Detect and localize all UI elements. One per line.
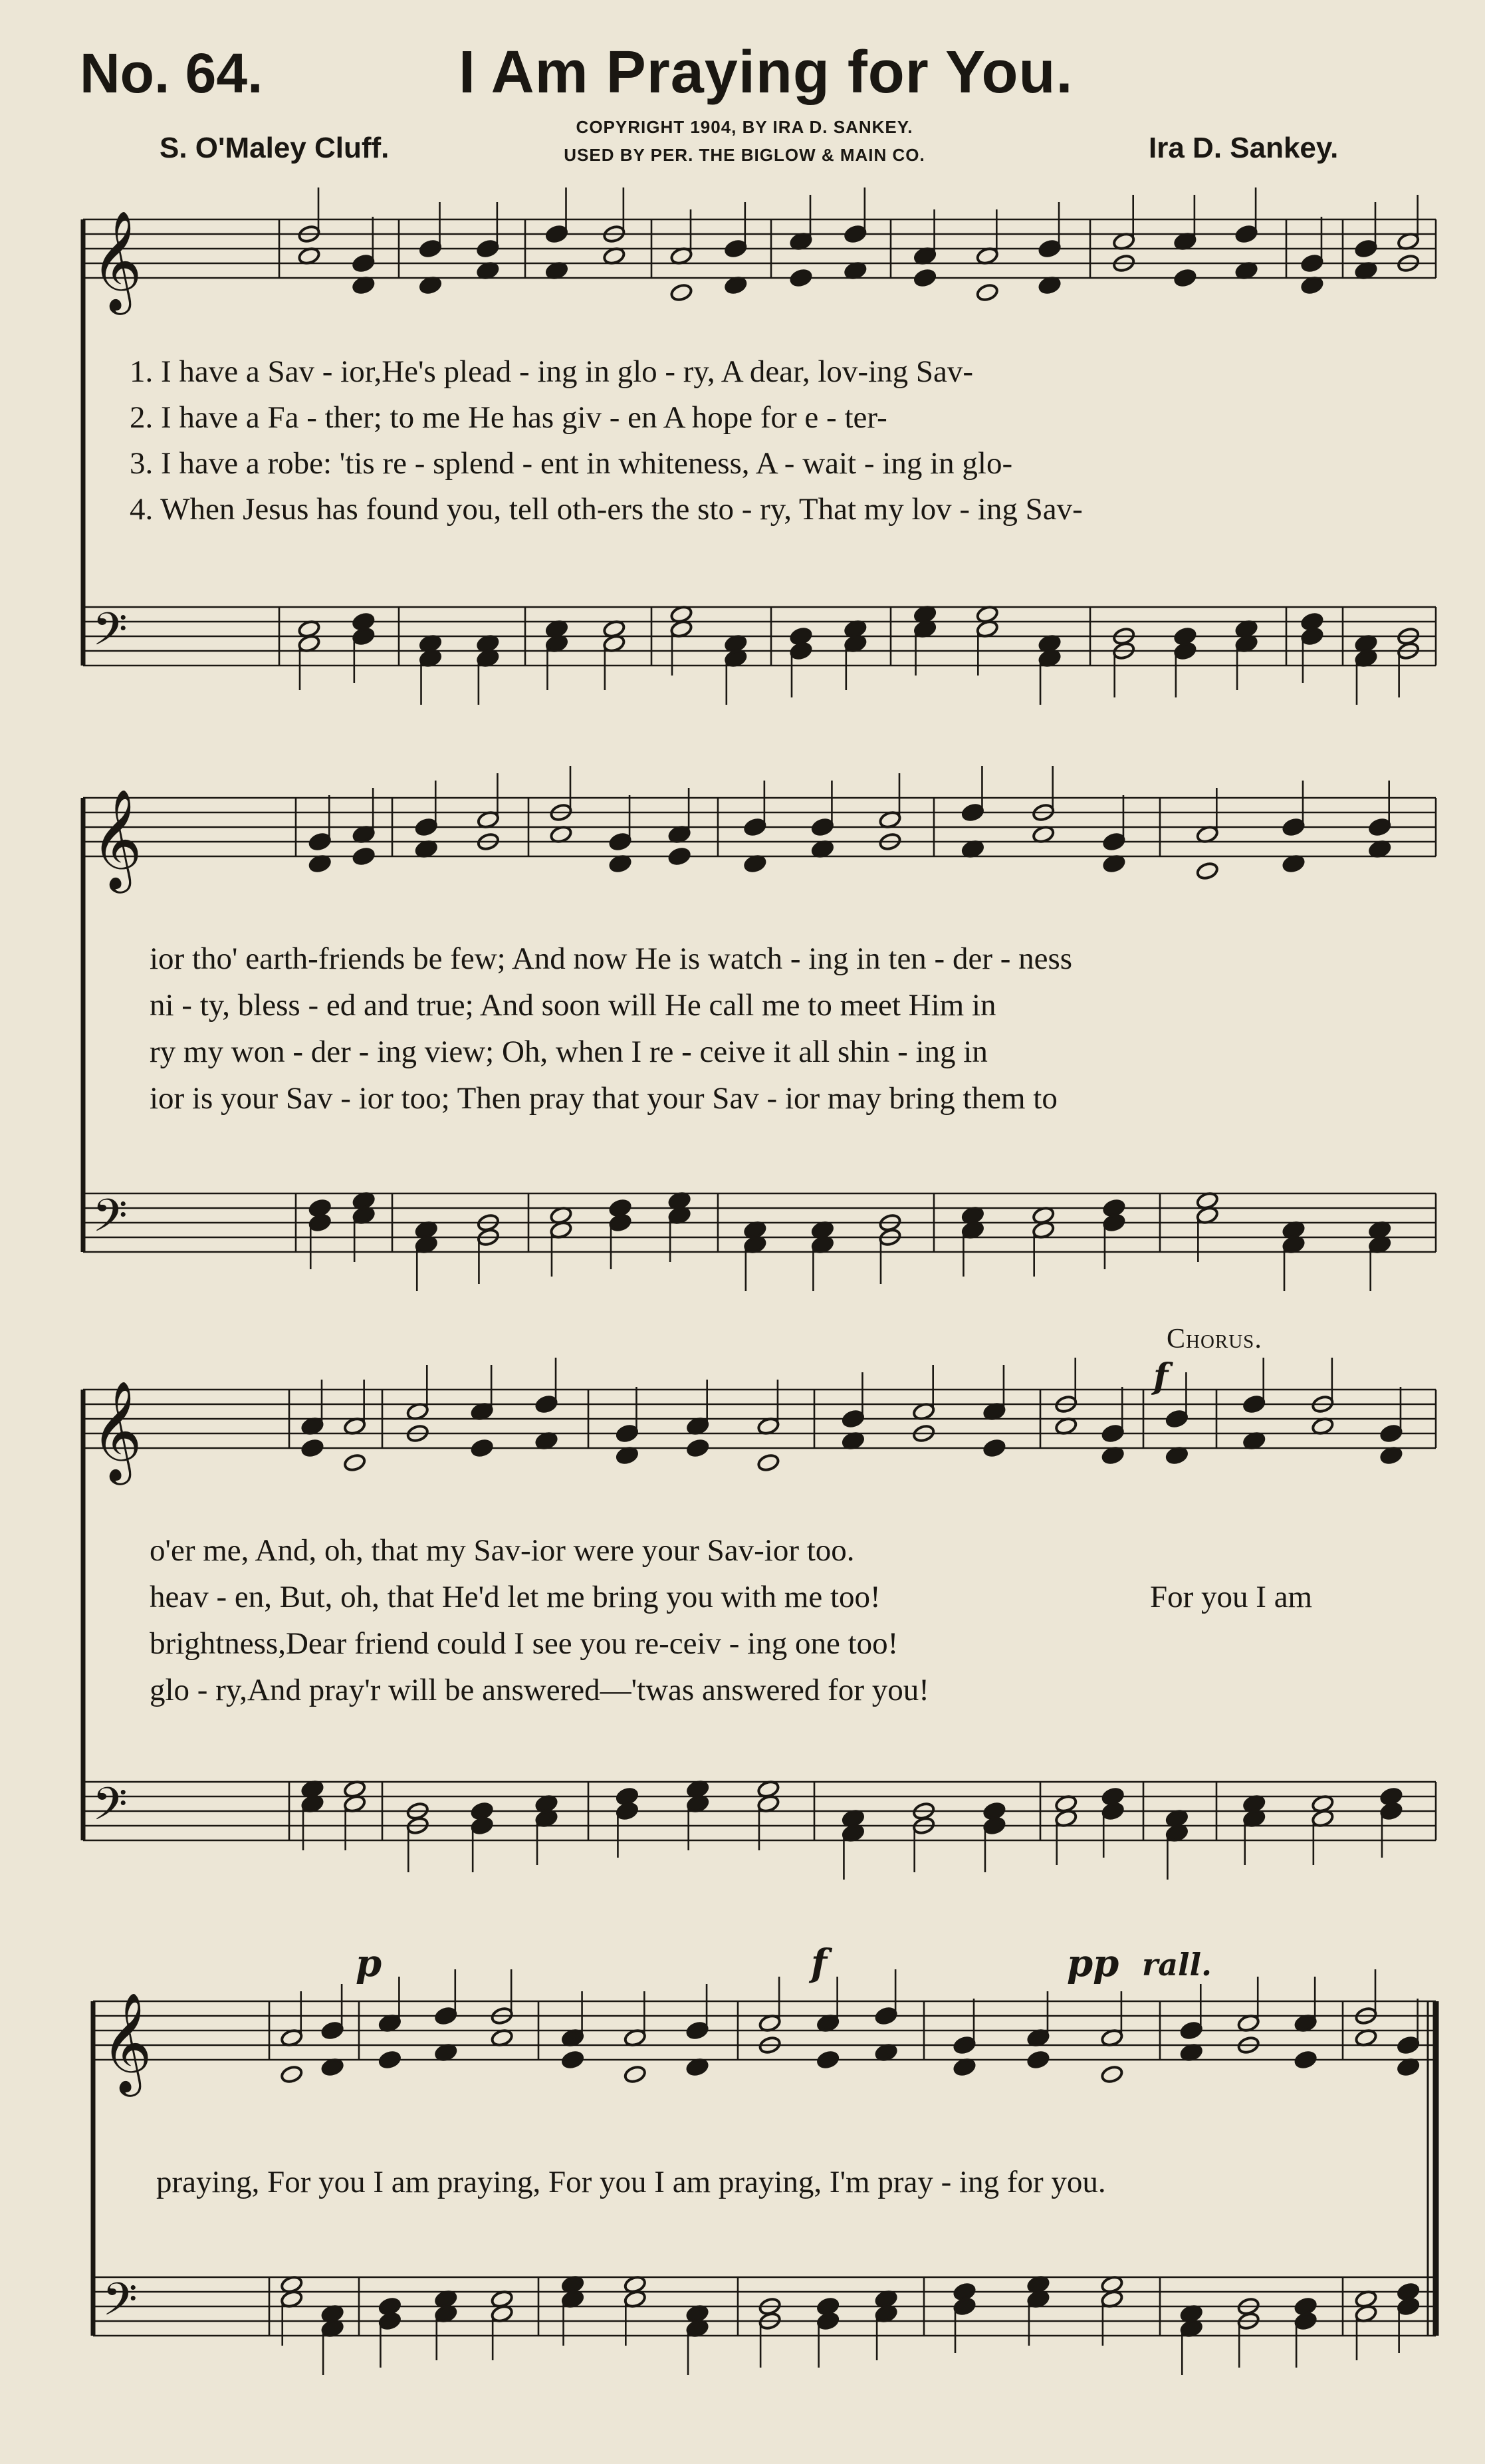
rallentando-mark: rall. [1142,1947,1212,1983]
note-head [561,2050,584,2069]
note-head [1294,2311,1317,2330]
lyric-line-2-1: ior tho' earth-friends be few; And now He is watch - ing in ten - der - ness [150,941,1073,976]
clef-symbol: 𝄞 [91,788,142,889]
dynamic-pianissimo: pp [1067,1941,1119,1985]
note-head [953,2296,976,2316]
hymn-title: I Am Praying for You. [459,39,1074,106]
note-head [535,1394,558,1414]
clef-symbol: 𝄢 [92,1190,128,1253]
staff-lines [83,219,1436,2336]
note-head [743,817,766,836]
note-head [1101,1423,1125,1443]
note-head [308,1213,332,1232]
note-head [811,817,834,836]
note-head [1100,2064,1123,2084]
note-head [816,2311,840,2330]
note-head [844,224,867,243]
note-head [343,1453,366,1472]
lyric-line-4-1: praying, For you I am praying, For you I am praying, I'm pray - ing for you. [156,2165,1106,2199]
note-head [1101,1801,1125,1820]
note-head [1379,1423,1403,1443]
note-head [415,817,438,836]
note-head [476,239,499,258]
note-head [609,832,632,851]
lyric-line-1-4: 4. When Jesus has found you, tell oth-ers the sto - ry, That my lov - ing Sav- [130,492,1083,527]
note-head [378,2311,401,2330]
lyric-line-3-2: heav - en, But, oh, that He'd let me bring you with me too! [150,1580,881,1614]
note-head [352,846,376,866]
note-head [789,641,812,660]
note-head [1173,268,1197,287]
note-head [1165,1409,1189,1428]
lyric-line-3-1: o'er me, And, oh, that my Sav-ior were your Sav-ior too. [150,1533,855,1568]
note-head [352,626,375,646]
note-head [686,1438,709,1457]
note-head [1300,626,1323,646]
clef-symbol: 𝄢 [92,604,128,667]
note-head [352,253,375,273]
note-head [961,802,984,822]
note-head [1102,1213,1125,1232]
lyric-line-2-4: ior is your Sav - ior too; Then pray that your Sav - ior may bring them to [150,1081,1058,1116]
note-head [789,268,812,287]
lyric-line-2-3: ry my won - der - ing view; Oh, when I re - ceive it all shin - ing in [150,1035,988,1069]
note-head [471,1816,494,1835]
note-head [280,2064,303,2084]
note-head [616,1423,639,1443]
lyric-line-1-1: 1. I have a Sav - ior,He's plead - ing in glo - ry, A dear, lov-ing Sav- [130,354,974,389]
note-head [434,2006,457,2025]
lyric-line-1-3: 3. I have a robe: 'tis re - splend - ent in whiteness, A - wait - ing in glo- [130,446,1013,481]
note-head [419,239,442,258]
note-head [1397,2035,1420,2054]
composer: Ira D. Sankey. [1149,132,1339,164]
note-head [668,846,691,866]
lyric-line-3-3: brightness,Dear friend could I see you re-ceiv - ing one too! [150,1626,899,1661]
note-head [1282,817,1306,836]
dynamic-piano: p [356,1941,382,1985]
note-head [1235,224,1258,243]
note-head [1242,1394,1266,1414]
copyright-line-2: USED BY PER. THE BIGLOW & MAIN CO. [564,145,925,165]
note-head [308,832,332,851]
note-head [321,2021,344,2040]
note-head [378,2050,401,2069]
note-head [616,1801,639,1820]
note-head [669,283,693,302]
note-head [816,2050,840,2069]
note-head [1038,239,1062,258]
note-head [842,1409,865,1428]
note-head [1173,641,1197,660]
note-head [1102,832,1125,851]
clef-symbol: 𝄞 [101,1991,152,2092]
note-head [875,2006,898,2025]
note-head [1354,239,1377,258]
dynamic-forte-chorus: f [1153,1356,1169,1397]
note-head [1397,2296,1420,2316]
lyricist: S. O'Maley Cluff. [160,132,390,164]
note-head [1180,2021,1203,2040]
note-head [545,224,568,243]
note-head [982,1816,1006,1835]
dynamic-forte: f [811,1941,828,1985]
chorus-lyric-start: For you I am [1150,1580,1313,1614]
note-head [953,2035,976,2054]
note-head [1196,861,1219,880]
hymn-number: No. 64. [80,42,263,104]
note-head [982,1438,1006,1457]
note-head [1026,2050,1050,2069]
clef-symbol: 𝄢 [102,2274,138,2337]
note-head [756,1453,780,1472]
note-head [624,2064,647,2084]
chorus-label: Chorus. [1167,1324,1262,1354]
note-head [913,268,937,287]
copyright-line-1: COPYRIGHT 1904, BY IRA D. SANKEY. [576,117,913,137]
note-head [1300,253,1323,273]
note-head [686,2021,709,2040]
note-head [1368,817,1391,836]
lyric-line-1-2: 2. I have a Fa - ther; to me He has giv - en A hope for e - ter- [130,400,887,435]
clef-symbol: 𝄞 [91,1380,142,1481]
note-head [300,1438,324,1457]
note-head [976,283,999,302]
clef-symbol: 𝄢 [92,1779,128,1842]
note-head [1379,1801,1403,1820]
note-head [471,1438,494,1457]
lyric-line-3-4: glo - ry,And pray'r will be answered—'twas answered for you! [150,1673,929,1707]
note-head [724,239,747,258]
note-head [1294,2050,1317,2069]
note-head [609,1213,632,1232]
lyric-line-2-2: ni - ty, bless - ed and true; And soon will He call me to meet Him in [150,988,996,1023]
clef-symbol: 𝄞 [91,209,142,310]
